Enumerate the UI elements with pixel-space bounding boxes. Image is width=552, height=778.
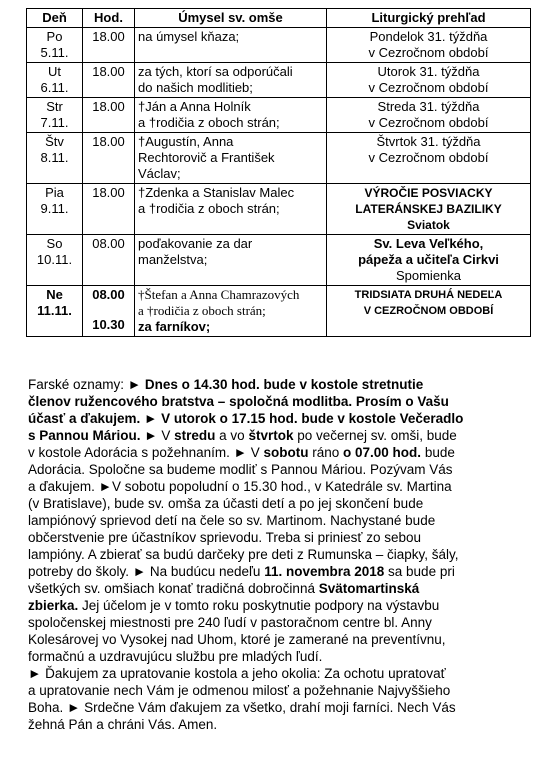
announcement-text: štvrtok [248,428,294,443]
announcement-line [28,529,532,546]
liturgy-line: Utorok 31. týždňa [377,64,480,79]
announcement-text: sa bude pri [384,564,455,579]
announcement-text: ► V [140,428,175,443]
announcement-text: Farské oznamy: ► [28,377,145,392]
parish-announcements [28,376,532,733]
time-cell [83,286,135,337]
announcement-text: po večernej sv. omši, bude [293,428,457,443]
liturgy-cell [327,133,531,184]
time-cell [83,98,135,133]
announcement-text: (v Bratislave), bude sv. omša za účasti detí a po jej skončení bude [28,496,424,511]
table-row [27,63,531,98]
announcement-text: Svätomartinská [318,581,420,596]
announcement-text: všetkých sv. omšiach konať tradičná dobročinná [28,581,319,596]
day-name: Ne [46,287,63,302]
intent-cell [135,184,327,235]
announcement-text: o 07.00 hod. [343,445,422,460]
day-cell [27,98,83,133]
announcement-text: bude [421,445,455,460]
announcement-line [28,546,532,563]
announcement-line [28,580,532,597]
feast-title-line: LATERÁNSKEJ BAZILIKY [355,202,502,216]
mass-time: 18.00 [92,185,125,200]
announcement-text: stredu [174,428,216,443]
intent-cell [135,235,327,286]
mass-time: 18.00 [92,64,125,79]
sunday-title-line: TRIDSIATA DRUHÁ NEDEĽA [354,289,503,301]
announcement-line [28,427,532,444]
day-cell [27,184,83,235]
day-date: 6.11. [40,80,69,95]
announcement-text: ► Ďakujem za upratovanie kostola a jeho okolia: Za ochotu upratovať [28,666,446,681]
announcement-line [28,461,532,478]
intent-line: a †rodičia z oboch strán; [138,115,280,130]
announcement-line [28,444,532,461]
mass-time: 10.30 [92,317,125,332]
table-row [27,235,531,286]
header-hour: Hod. [83,9,135,28]
announcement-line [28,682,532,699]
intent-line: †Zdenka a Stanislav Malec [138,185,295,200]
intent-line: poďakovanie za dar [138,236,253,251]
day-date: 10.11. [36,252,73,267]
announcement-text: lampióny. A zbierať sa budú darčeky pre deti z Rumunska – čiapky, šály, [28,547,459,562]
intent-line: †Štefan a Anna Chamrazových [138,287,300,302]
day-name: Str [46,99,63,114]
announcement-text: Kolesárovej vo Vysokej nad Uhom, ktoré je zamerané na preventívnu, [28,632,446,647]
day-cell [27,133,83,184]
announcement-line [28,376,532,393]
announcement-line [28,614,532,631]
day-cell [27,286,83,337]
day-cell [27,28,83,63]
day-name: So [46,236,63,251]
announcement-line [28,495,532,512]
intent-cell [135,133,327,184]
liturgy-cell [327,28,531,63]
intent-line: †Augustín, Anna [138,134,234,149]
table-row [27,28,531,63]
day-name: Štv [45,134,64,149]
day-date: 8.11. [40,150,69,165]
announcement-line [28,410,532,427]
memorial-title-line: pápeža a učiteľa Cirkvi [358,252,499,267]
announcement-text: formačnú a uzdravujúcu službu pre mladých ľudí. [28,649,323,664]
day-cell [27,63,83,98]
header-intent: Úmysel sv. omše [135,9,327,28]
announcement-line [28,631,532,648]
time-cell [83,28,135,63]
announcement-text: žehná Pán a chráni Vás. Amen. [28,717,218,732]
intent-line: Rechtorovič a František [138,150,275,165]
time-cell [83,133,135,184]
day-name: Pia [45,185,64,200]
intent-line: manželstva; [138,252,208,267]
announcement-text: členov ružencového bratstva – spoločná modlitba. Prosím o Vašu [28,394,449,409]
table-row [27,286,531,337]
announcement-text: a upratovanie nech Vám je odmenou milosť a požehnanie Najvyššieho [28,683,451,698]
liturgy-line: Streda 31. týždňa [377,99,480,114]
day-date: 9.11. [40,201,69,216]
day-date: 5.11. [40,45,69,60]
announcement-text: lampiónový sprievod detí na čele so sv. Martinom. Nachystané bude [28,513,436,528]
mass-time: 18.00 [92,134,125,149]
announcement-line [28,478,532,495]
intent-cell [135,98,327,133]
announcement-text: Jej účelom je v tomto roku poskytnutie podpory na výstavbu [78,598,440,613]
announcement-text: sobotu [263,445,309,460]
announcement-line [28,665,532,682]
liturgy-cell [327,98,531,133]
day-cell [27,235,83,286]
announcement-line [28,512,532,529]
announcement-line [28,597,532,614]
liturgy-cell [327,63,531,98]
feast-rank: Sviatok [407,218,450,232]
announcement-text: občerstvenie pre účastníkov sprievodu. Treba si priniesť zo sebou [28,530,422,545]
table-row [27,98,531,133]
intent-line: Václav; [138,166,181,181]
announcement-text: spoločenskej miestnosti pre 240 ľudí v pastoračnom centre bl. Anny [28,615,432,630]
time-cell [83,63,135,98]
header-liturgy: Liturgický prehľad [327,9,531,28]
memorial-title-line: Sv. Leva Veľkého, [373,236,484,251]
announcement-text: účasť a ďakujem. ► V utorok o 17.15 hod. bude v kostole Večeradlo [28,411,464,426]
announcement-text: s Pannou Máriou. [28,428,141,443]
announcement-line [28,648,532,665]
mass-time: 08.00 [92,236,125,251]
mass-time: 18.00 [92,99,125,114]
announcement-line [28,393,532,410]
table-header-row [27,9,531,28]
liturgy-cell [327,286,531,337]
day-name: Ut [48,64,61,79]
mass-schedule-table [26,8,531,337]
announcement-text: zbierka. [28,598,79,613]
sunday-title-line: V CEZROČNOM OBDOBÍ [363,305,494,317]
announcement-text: Boha. ► Srdečne Vám ďakujem za všetko, drahí moji farníci. Nech Vás [28,700,456,715]
intent-cell [135,286,327,337]
liturgy-line: v Cezročnom období [368,80,489,95]
liturgy-line: v Cezročnom období [368,150,489,165]
announcement-text: a vo [215,428,249,443]
announcement-text: ráno [308,445,344,460]
memorial-rank: Spomienka [395,268,462,283]
liturgy-line: v Cezročnom období [368,115,489,130]
intent-line: za tých, ktorí sa odporúčali [138,64,293,79]
liturgy-cell [327,184,531,235]
intent-line: za farníkov; [138,319,211,334]
mass-time: 08.00 [92,287,125,302]
day-date: 7.11. [40,115,69,130]
liturgy-line: Štvrtok 31. týždňa [376,134,481,149]
intent-line: a †rodičia z oboch strán; [138,201,280,216]
announcement-line [28,563,532,580]
announcement-text: v kostole Adorácia s požehnaním. ► V [28,445,264,460]
intent-line: †Ján a Anna Holník [138,99,251,114]
announcement-text: a ďakujem. ►V sobotu popoludní o 15.30 hod., v Katedrále sv. Martina [28,479,452,494]
table-row [27,133,531,184]
header-day: Deň [27,9,83,28]
liturgy-line: v Cezročnom období [368,45,489,60]
liturgy-cell [327,235,531,286]
time-cell [83,235,135,286]
intent-cell [135,63,327,98]
intent-line: do našich modlitieb; [138,80,253,95]
announcement-text: Dnes o 14.30 hod. bude v kostole stretnutie [144,377,424,392]
day-date: 11.11. [37,303,72,318]
intent-line: a †rodičia z oboch strán; [138,303,266,318]
time-cell [83,184,135,235]
announcement-line [28,699,532,716]
announcement-text: potreby do školy. ► Na budúcu nedeľu [28,564,265,579]
day-name: Po [46,29,63,44]
intent-line: na úmysel kňaza; [138,29,240,44]
table-row [27,184,531,235]
liturgy-line: Pondelok 31. týždňa [369,29,488,44]
feast-title-line: VÝROČIE POSVIACKY [364,186,493,200]
mass-time: 18.00 [92,29,125,44]
intent-cell [135,28,327,63]
announcement-text: Adorácia. Spoločne sa budeme modliť s Pannou Máriou. Pozývam Vás [28,462,453,477]
announcement-line [28,716,532,733]
announcement-text: 11. novembra 2018 [264,564,385,579]
